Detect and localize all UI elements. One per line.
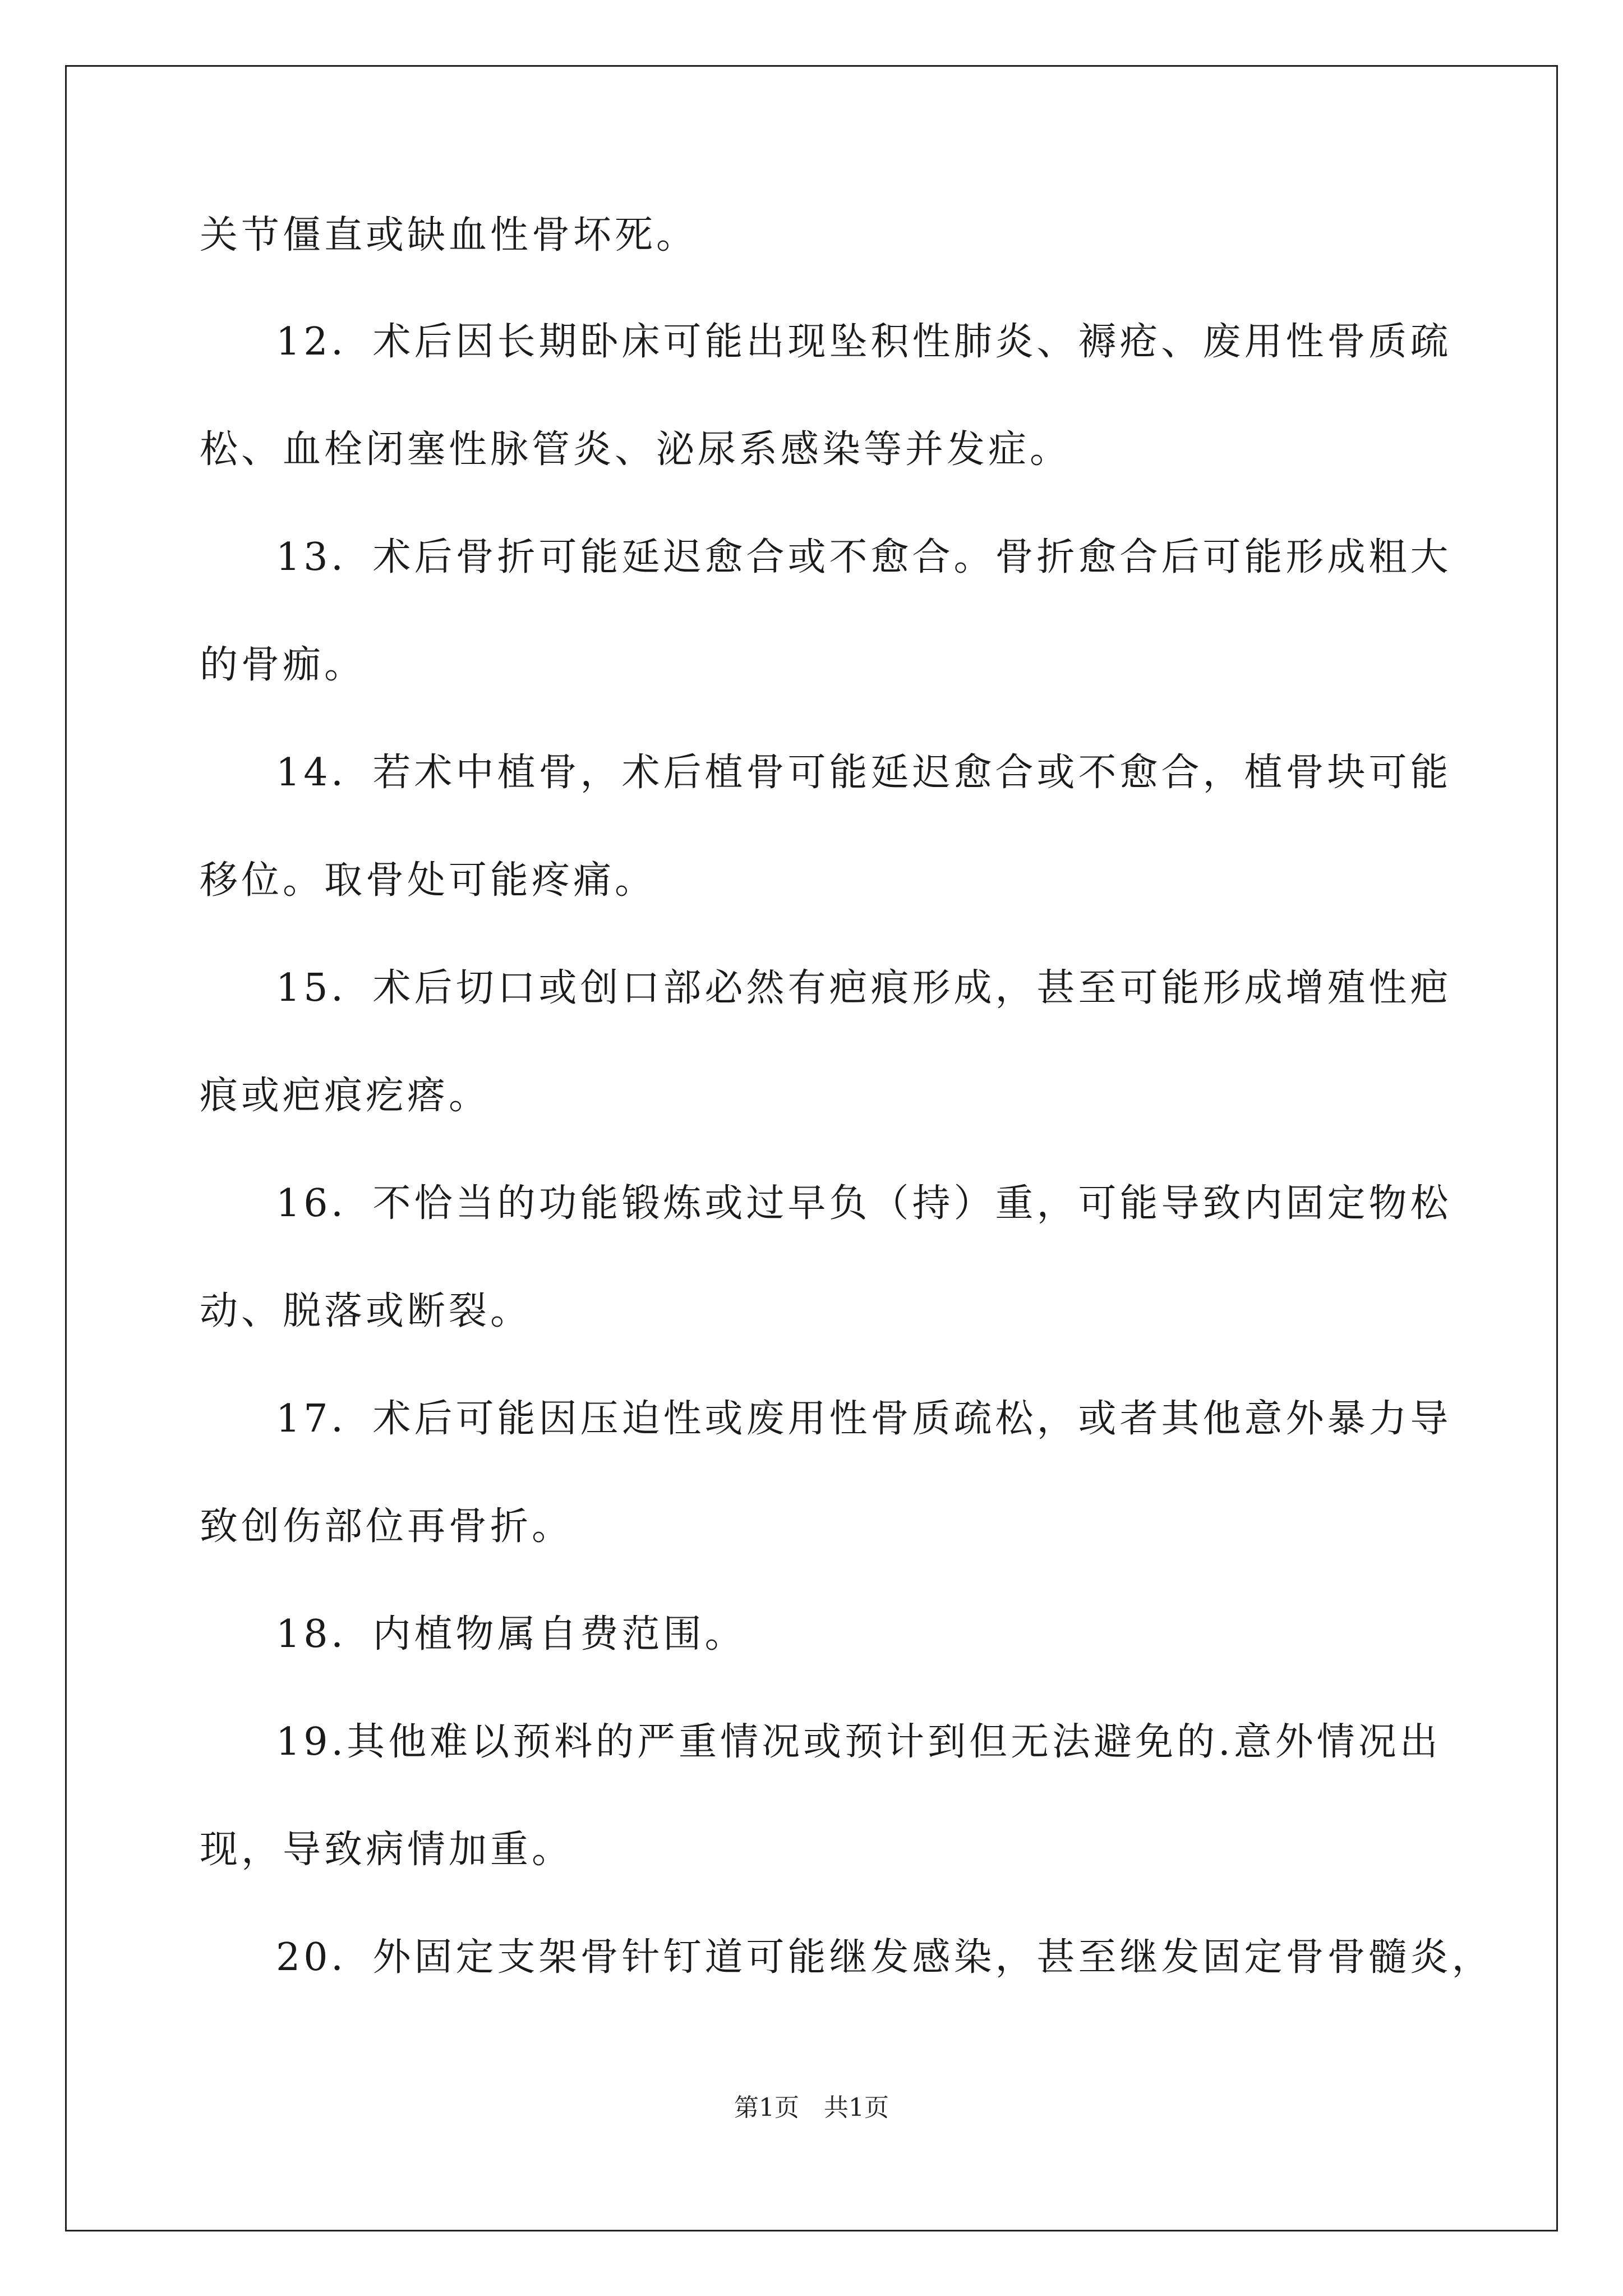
list-item-17: 17．术后可能因压迫性或废用性骨质疏松，或者其他意外暴力导 (276, 1397, 1452, 1441)
text-line: 关节僵直或缺血性骨坏死。 (200, 213, 698, 257)
text-line: 动、脱落或断裂。 (200, 1289, 532, 1333)
page-border (65, 65, 1558, 2231)
list-item-12: 12．术后因长期卧床可能出现坠积性肺炎、褥疮、废用性骨质疏 (276, 320, 1452, 364)
list-item-13: 13．术后骨折可能延迟愈合或不愈合。骨折愈合后可能形成粗大 (276, 535, 1452, 579)
list-item-19: 19.其他难以预料的严重情况或预计到但无法避免的.意外情况出 (276, 1720, 1441, 1764)
list-item-18: 18．内植物属自费范围。 (276, 1612, 746, 1657)
list-item-16: 16．不恰当的功能锻炼或过早负（持）重，可能导致内固定物松 (276, 1181, 1452, 1226)
text-line: 现，导致病情加重。 (200, 1828, 574, 1872)
text-line: 痕或疤痕疙瘩。 (200, 1074, 491, 1118)
text-line: 松、血栓闭塞性脉管炎、泌尿系感染等并发症。 (200, 427, 1072, 472)
list-item-15: 15．术后切口或创口部必然有疤痕形成，甚至可能形成增殖性疤 (276, 966, 1452, 1010)
text-line: 移位。取骨处可能疼痛。 (200, 858, 657, 903)
text-line: 的骨痂。 (200, 643, 366, 687)
page-number: 第1页 共1页 (734, 2093, 889, 2122)
list-item-14: 14．若术中植骨，术后植骨可能延迟愈合或不愈合，植骨块可能 (276, 751, 1452, 795)
text-line: 致创伤部位再骨折。 (200, 1504, 574, 1549)
list-item-20: 20．外固定支架骨针钉道可能继发感染，甚至继发固定骨骨髓炎， (276, 1935, 1493, 1980)
